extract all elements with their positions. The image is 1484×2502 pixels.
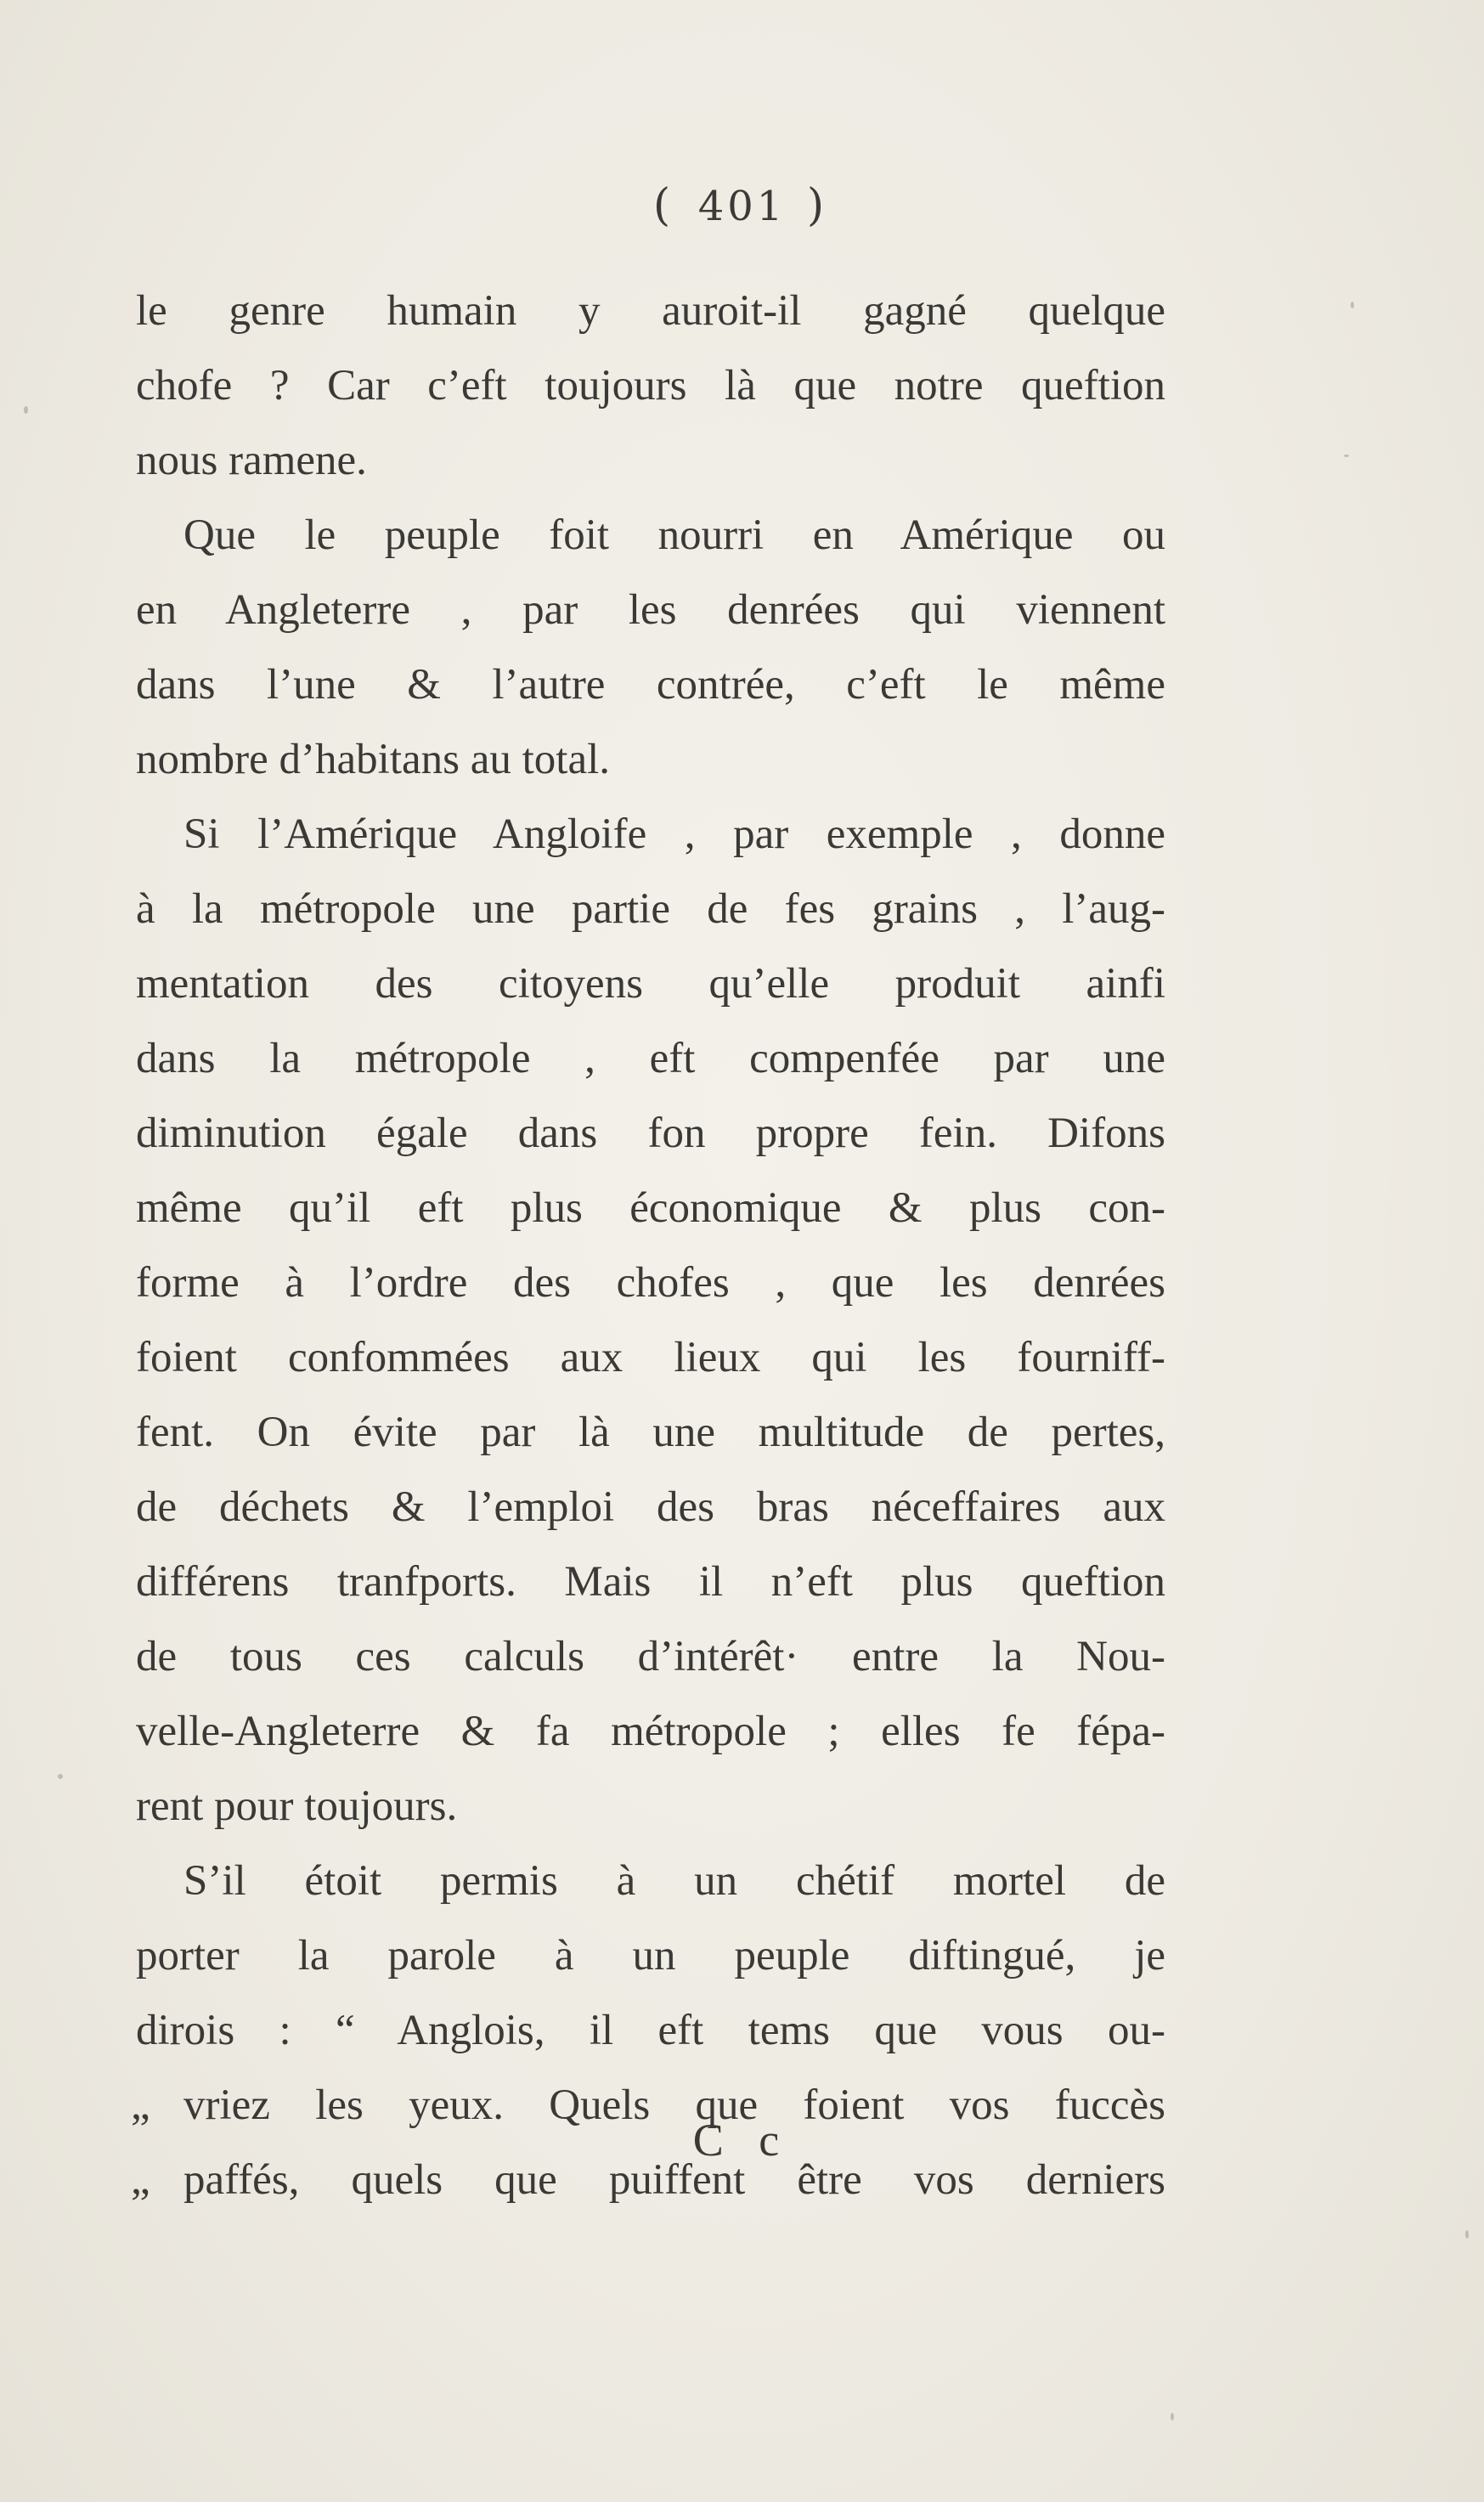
header-close-paren: ) bbox=[806, 180, 832, 231]
text-line: le genre humain y auroit-il gagné quelque bbox=[136, 287, 1165, 335]
text-line: foient confommées aux lieux qui les fourniff- bbox=[136, 1334, 1165, 1381]
text-line: mentation des citoyens qu’elle produit ainfi bbox=[136, 960, 1165, 1008]
header-open-paren: ( bbox=[652, 180, 678, 231]
paper-speck bbox=[24, 406, 28, 414]
paper-speck bbox=[1171, 2413, 1174, 2420]
text-line: différens tranfports. Mais il n’eft plus queftion bbox=[136, 1558, 1165, 1606]
text-line: Que le peuple foit nourri en Amérique ou bbox=[183, 511, 1165, 559]
quote-mark: „ bbox=[131, 2156, 150, 2204]
text-line: à la métropole une partie de fes grains , l’aug- bbox=[136, 885, 1165, 933]
signature-mark: C c bbox=[692, 2115, 792, 2166]
page-header bbox=[0, 180, 1484, 231]
text-line: de tous ces calculs d’intérêt· entre la Nou- bbox=[136, 1633, 1165, 1680]
text-line: forme à l’ordre des chofes , que les denrées bbox=[136, 1259, 1165, 1307]
text-line: fent. On évite par là une multitude de pertes, bbox=[136, 1409, 1165, 1456]
paper-speck bbox=[58, 1774, 63, 1779]
paper-speck bbox=[1344, 455, 1349, 457]
text-line: de déchets & l’emploi des bras néceffaires aux bbox=[136, 1483, 1165, 1531]
text-line: rent pour toujours. bbox=[136, 1782, 458, 1830]
text-line: nous ramene. bbox=[136, 437, 367, 484]
text-line: dirois : “ Anglois, il eft tems que vous ou- bbox=[136, 2007, 1165, 2054]
text-line: dans l’une & l’autre contrée, c’eft le même bbox=[136, 661, 1165, 709]
text-line: Si l’Amérique Angloife , par exemple , donne bbox=[183, 810, 1165, 858]
page-number: 401 bbox=[697, 183, 787, 230]
paper-speck bbox=[1465, 2230, 1469, 2239]
text-line-content: vriez les yeux. Quels que foient vos fuccès bbox=[183, 2081, 1165, 2129]
text-line: porter la parole à un peuple diftingué, je bbox=[136, 1932, 1165, 1980]
text-line: velle-Angleterre & fa métropole ; elles fe fépa- bbox=[136, 1708, 1165, 1755]
text-line: S’il étoit permis à un chétif mortel de bbox=[183, 1857, 1165, 1905]
text-line: dans la métropole , eft compenfée par une bbox=[136, 1035, 1165, 1082]
text-line: même qu’il eft plus économique & plus con- bbox=[136, 1184, 1165, 1232]
text-line: nombre d’habitans au total. bbox=[136, 736, 611, 783]
text-line-content: paffés, quels que puiffent être vos derniers bbox=[183, 2156, 1165, 2204]
quote-mark: „ bbox=[131, 2081, 150, 2129]
text-line: chofe ? Car c’eft toujours là que notre queftion bbox=[136, 362, 1165, 409]
text-line: en Angleterre , par les denrées qui viennent bbox=[136, 586, 1165, 634]
paper-speck bbox=[1351, 302, 1354, 308]
text-line: diminution égale dans fon propre fein. Difons bbox=[136, 1110, 1165, 1157]
body-text bbox=[131, 274, 1165, 2217]
